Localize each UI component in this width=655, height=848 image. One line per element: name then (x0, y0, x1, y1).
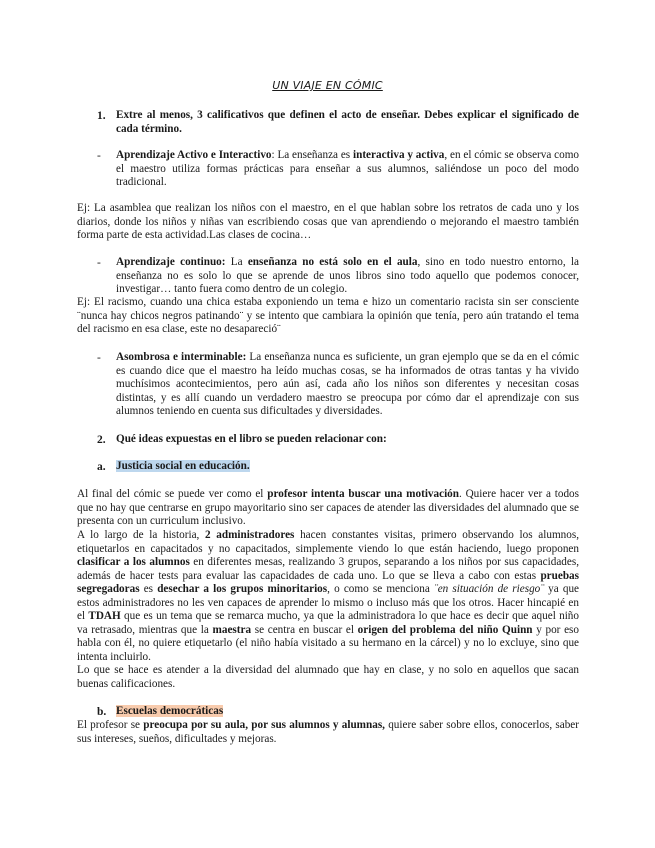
question-2-number: 2. (97, 434, 106, 446)
item-term: Aprendizaje continuo: (116, 256, 226, 268)
bullet-dash: - (97, 352, 101, 364)
paragraph-a1: Al final del cómic se puede ver como el profesor intenta buscar una motivación. Quiere hacer ver a todos que no hay que centrarse en grupo mayoritario sino ser capaces de atender las diversidades del alumnado que se presenta con un curriculum inclusivo. (77, 488, 579, 527)
paragraph-a3: Lo que se hace es atender a la diversidad del alumnado que hay en clase, y no solo en aquellos que sacan buenas calificaciones. (77, 664, 579, 690)
example-paragraph: Ej: El racismo, cuando una chica estaba exponiendo un tema e hizo un comentario racista sin ser consciente ¨nunca hay chicos negros patinando¨ y se intento que cambiara la opinión que tenía, pero aún tratando el tema del racismo en esa clase, este no desapareció¨ (77, 296, 579, 335)
item-active-interactive: Aprendizaje Activo e Interactivo: La enseñanza es interactiva y activa, en el cómic se observa como el maestro utiliza formas prácticas para enseñar a sus alumnos, saliéndose un poco del modo tradicional. (116, 149, 580, 188)
document-title: UN VIAJE EN CÓMIC (272, 79, 383, 92)
item-amazing-endless: Asombrosa e interminable: La enseñanza nunca es suficiente, un gran ejemplo que se da en el cómic es cuando dice que el maestro ha leído muchas cosas, se ha informados de otras tantas y ha vivido muchísimos acontecimientos, pero aún así, cada año los niños son diferentes y necesitan cosas distintas, y es allí cuando un verdadero maestro se preocupa por cómo dar el aprendizaje con sus alumnos teniendo en cuenta sus dificultades y diversidades. (116, 351, 579, 417)
bullet-dash: - (97, 257, 101, 269)
question-1-number: 1. (97, 110, 106, 122)
question-1-text: Extre al menos, 3 calificativos que definen el acto de enseñar. Debes explicar el significado de cada término. (116, 109, 579, 135)
bullet-dash: - (97, 150, 101, 162)
section-b-letter: b. (97, 706, 107, 718)
item-term: Asombrosa e interminable: (116, 351, 247, 363)
item-term: Aprendizaje Activo e Interactivo (116, 149, 272, 161)
example-paragraph: Ej: La asamblea que realizan los niños con el maestro, en el que hablan sobre los retratos de cada uno y los diarios, donde los niños y niñas van escribiendo cosas que van aprendiendo o mejorando el maestro también forma parte de esta actividad.Las clases de cocina… (77, 202, 579, 241)
paragraph-a2: A lo largo de la historia, 2 administradores hacen constantes visitas, primero observando los alumnos, etiquetarlos en capacitados y no capacitados, simplemente viendo lo que están haciendo, luego proponen clasificar a los alumnos en diferentes mesas, realizando 3 grupos, separando a los niños por sus capacidades, además de hacer tests para evaluar las capacidades de cada uno. Lo que se lleva a cabo con estas pruebas segregadoras es desechar a los grupos minoritarios, o como se menciona ¨en situación de riesgo¨ ya que estos administradores no les ven capaces de aprender lo mismo o incluso más que los otros. Hacer hincapié en el TDAH que es un tema que se remarca mucho, ya que la administradora lo que hace es decir que aquel niño va retrasado, mientras que la maestra se centra en buscar el origen del problema del niño Quinn y por eso habla con él, no quiere etiquetarlo (el niño había visitado a su hermano en la cárcel) y no lo excluye, sino que intenta incluirlo. (77, 529, 580, 663)
section-a-heading: Justicia social en educación. (116, 460, 250, 472)
question-2-text: Qué ideas expuestas en el libro se pueden relacionar con: (116, 433, 387, 445)
item-continuous-learning: Aprendizaje continuo: La enseñanza no está solo en el aula, sino en todo nuestro entorno, la enseñanza no es solo lo que se aprende de unos libros sino todo aquello que podemos conocer, investigar… tanto fuera como dentro de un colegio. (116, 256, 579, 295)
section-b-heading: Escuelas democráticas (116, 705, 224, 717)
paragraph-b1: El profesor se preocupa por su aula, por sus alumnos y alumnas, quiere saber sobre ellos, conocerlos, saber sus intereses, sueños, dificultades y mejoras. (77, 719, 579, 745)
section-a-letter: a. (97, 461, 106, 473)
